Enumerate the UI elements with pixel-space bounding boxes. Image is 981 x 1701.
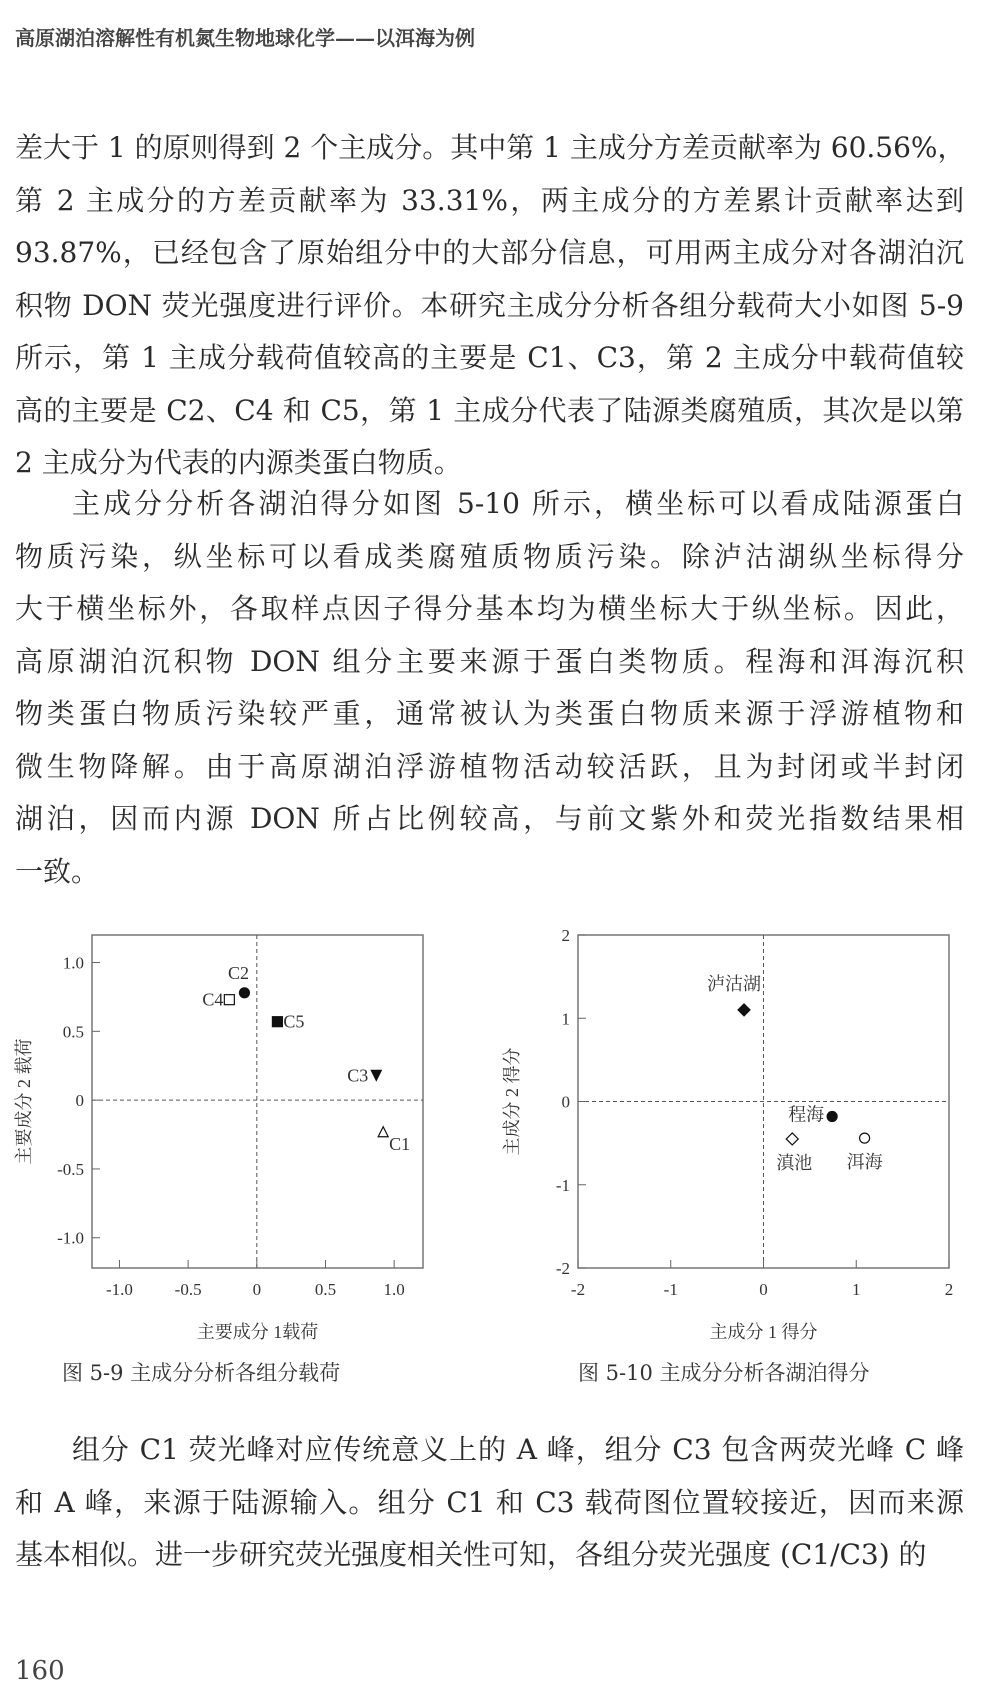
text-line: 微生物降解。由于高原湖泊浮游植物活动较活跃，且为封闭或半封闭 <box>15 749 964 783</box>
point-label: 滇池 <box>776 1152 813 1173</box>
y-tick-label: -2 <box>555 1259 570 1278</box>
point-label: C3 <box>347 1065 369 1086</box>
point-marker <box>827 1111 837 1121</box>
point-label: 洱海 <box>846 1152 883 1173</box>
point-label: 程海 <box>788 1104 825 1125</box>
point-label: C1 <box>389 1133 411 1154</box>
text-line: 物类蛋白物质污染较严重，通常被认为类蛋白物质来源于浮游植物和 <box>15 697 964 730</box>
point-label: C4 <box>202 989 224 1010</box>
text-line: 主成分分析各湖泊得分如图 5-10 所示，横坐标可以看成陆源蛋白 <box>72 487 964 520</box>
text-line: 差大于 1 的原则得到 2 个主成分。其中第 1 主成分方差贡献率为 60.56%， <box>15 131 966 164</box>
x-tick-label: -1 <box>663 1280 678 1299</box>
y-tick-label: 0 <box>561 1092 570 1112</box>
text-line: 基本相似。进一步研究荧光强度相关性可知，各组分荧光强度 (C1/C3) 的 <box>15 1538 927 1571</box>
x-axis-label: 主要成分 1载荷 <box>196 1322 319 1342</box>
x-axis-label: 主成分 1 得分 <box>709 1322 818 1342</box>
x-tick-label: 0 <box>252 1280 262 1299</box>
text-line: 物质污染，纵坐标可以看成类腐殖质物质污染。除泸沽湖纵坐标得分 <box>15 539 964 573</box>
text-line: 和 A 峰，来源于陆源输入。组分 C1 和 C3 载荷图位置较接近，因而来源 <box>15 1485 964 1519</box>
text-line: 积物 DON 荧光强度进行评价。本研究主成分分析各组分载荷大小如图 5-9 <box>15 288 964 322</box>
plot-frame <box>92 935 423 1268</box>
point-marker <box>371 1070 381 1080</box>
y-tick-label: 1.0 <box>62 953 84 973</box>
point-marker <box>860 1133 870 1143</box>
text-line: 高原湖泊沉积物 DON 组分主要来源于蛋白类物质。程海和洱海沉积 <box>15 644 964 678</box>
point-marker <box>738 1004 750 1016</box>
text-line: 高的主要是 C2、C4 和 C5，第 1 主成分代表了陆源类腐殖质，其次是以第 <box>15 393 964 427</box>
x-tick-label: 1.0 <box>383 1280 405 1299</box>
y-tick-label: -0.5 <box>57 1159 84 1179</box>
y-axis-label: 主要成分 2 载荷 <box>14 1038 34 1165</box>
text-line: 第 2 主成分的方差贡献率为 33.31%，两主成分的方差累计贡献率达到 <box>15 183 964 217</box>
text-line: 湖泊，因而内源 DON 所占比例较高，与前文紫外和荧光指数结果相 <box>15 802 964 835</box>
point-label: C2 <box>227 962 249 983</box>
text-line: 大于横坐标外，各取样点因子得分基本均为横坐标大于纵坐标。因此， <box>15 592 964 625</box>
y-tick-label: 2 <box>561 926 570 945</box>
point-marker <box>224 995 234 1005</box>
point-marker <box>786 1133 798 1145</box>
x-tick-label: -2 <box>570 1280 586 1299</box>
point-marker <box>378 1127 388 1137</box>
figure-5-9-caption: 图 5-9 主成分分析各组分载荷 <box>62 1361 341 1385</box>
y-axis-label: 主成分 2 得分 <box>502 1047 522 1156</box>
text-line: 93.87%，已经包含了原始组分中的大部分信息，可用两主成分对各湖泊沉 <box>15 236 964 269</box>
point-label: 泸沽湖 <box>707 973 762 994</box>
text-line: 组分 C1 荧光峰对应传统意义上的 A 峰，组分 C3 包含两荧光峰 C 峰 <box>72 1433 964 1466</box>
x-tick-label: 2 <box>944 1280 954 1299</box>
text-line: 2 主成分为代表的内源类蛋白物质。 <box>15 446 462 479</box>
running-header: 高原湖泊溶解性有机氮生物地球化学——以洱海为例 <box>15 26 475 50</box>
point-marker <box>239 988 249 998</box>
y-tick-label: 0 <box>75 1091 84 1111</box>
text-line: 一致。 <box>15 854 100 888</box>
x-tick-label: -1.0 <box>106 1280 133 1299</box>
x-tick-label: 1 <box>852 1280 861 1299</box>
figures <box>0 900 981 1400</box>
point-marker <box>272 1017 282 1027</box>
y-tick-label: -1 <box>555 1175 570 1195</box>
x-tick-label: -0.5 <box>174 1280 202 1299</box>
x-tick-label: 0.5 <box>314 1280 337 1299</box>
x-tick-label: 0 <box>759 1280 768 1299</box>
y-tick-label: -1.0 <box>57 1228 84 1248</box>
point-label: C5 <box>283 1011 305 1032</box>
text-line: 所示，第 1 主成分载荷值较高的主要是 C1、C3，第 2 主成分中载荷值较 <box>15 341 964 374</box>
page-number: 160 <box>15 1656 65 1686</box>
y-tick-label: 0.5 <box>62 1022 84 1042</box>
y-tick-label: 1 <box>561 1009 570 1029</box>
figure-5-10-caption: 图 5-10 主成分分析各湖泊得分 <box>578 1361 870 1385</box>
